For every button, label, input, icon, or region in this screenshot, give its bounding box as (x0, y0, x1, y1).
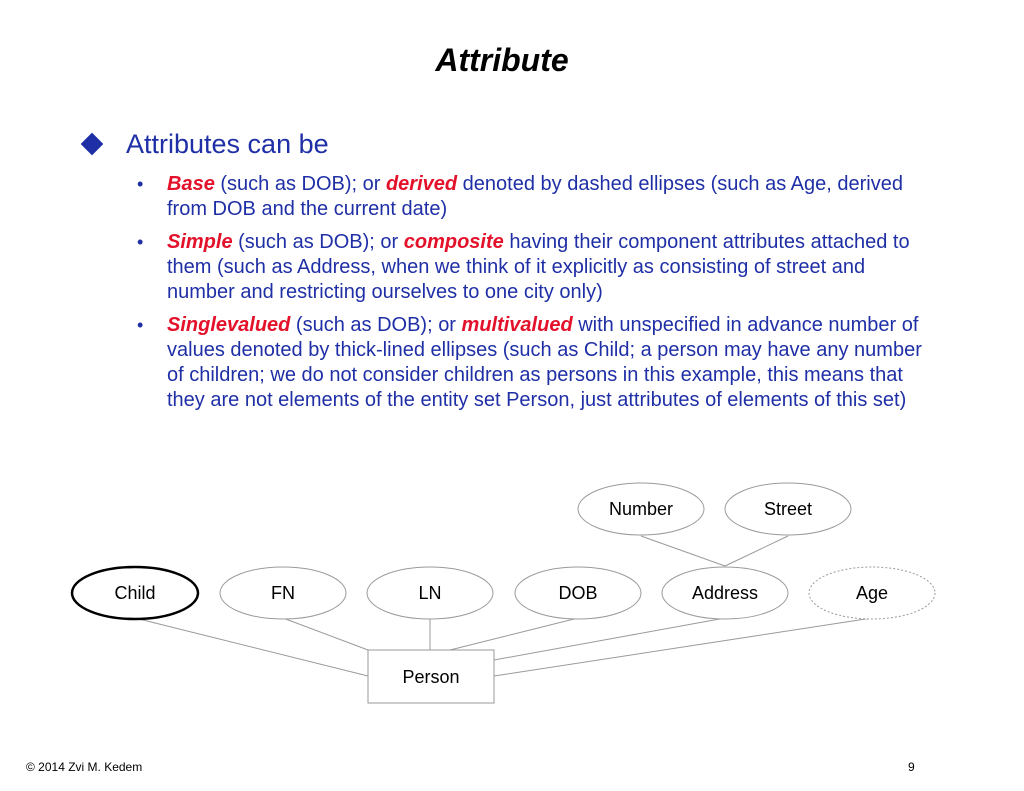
item-text: (such as DOB); or (290, 314, 462, 336)
footer-copyright: © 2014 Zvi M. Kedem (26, 760, 143, 774)
component-label-number: Number (608, 499, 674, 519)
item-text: (such as DOB); or (232, 231, 404, 253)
attribute-label-address: Address (691, 583, 759, 603)
connector-line (725, 536, 788, 566)
bullet-dot-icon: • (137, 315, 144, 335)
keyword-text: Base (167, 173, 215, 195)
bullet-dot-icon: • (137, 232, 144, 252)
item-text: (such as DOB); or (214, 173, 386, 195)
keyword-text: Singlevalued (167, 314, 291, 336)
attribute-label-ln: LN (418, 583, 442, 603)
item-text: having their component attributes attached to them (such as Address, when we think of it explicitly as consisting of street and number and restricting ourselves to one city only) (167, 231, 910, 303)
connector-line (494, 618, 872, 676)
keyword-text: composite (403, 231, 504, 253)
connector-line (283, 618, 368, 650)
attribute-label-dob: DOB (558, 583, 598, 603)
attribute-label-child: Child (114, 583, 156, 603)
connector-line (494, 618, 725, 660)
slide-title: Attribute (435, 42, 569, 78)
page-number: 9 (908, 760, 915, 774)
item-text: with unspecified in advance number of values denoted by thick-lined ellipses (such as Child; a person may have any number of children; we do not consider children as persons in this example, this means that they are not elements of the entity set Person, just attributes of elements of this set) (167, 314, 922, 411)
connector-line (641, 536, 725, 566)
bullet-dot-icon: • (137, 174, 144, 194)
main-bullet-text: Attributes can be (126, 129, 329, 159)
attribute-label-fn: FN (271, 583, 295, 603)
keyword-text: Simple (167, 231, 233, 253)
connector-line (450, 618, 578, 650)
attribute-label-age: Age (855, 583, 889, 603)
item-text: denoted by dashed ellipses (such as Age, derived from DOB and the current date) (167, 173, 903, 220)
connector-line (135, 618, 368, 676)
entity-label-person: Person (402, 667, 460, 687)
keyword-text: multivalued (461, 314, 573, 336)
component-label-street: Street (763, 499, 813, 519)
keyword-text: derived (385, 173, 458, 195)
